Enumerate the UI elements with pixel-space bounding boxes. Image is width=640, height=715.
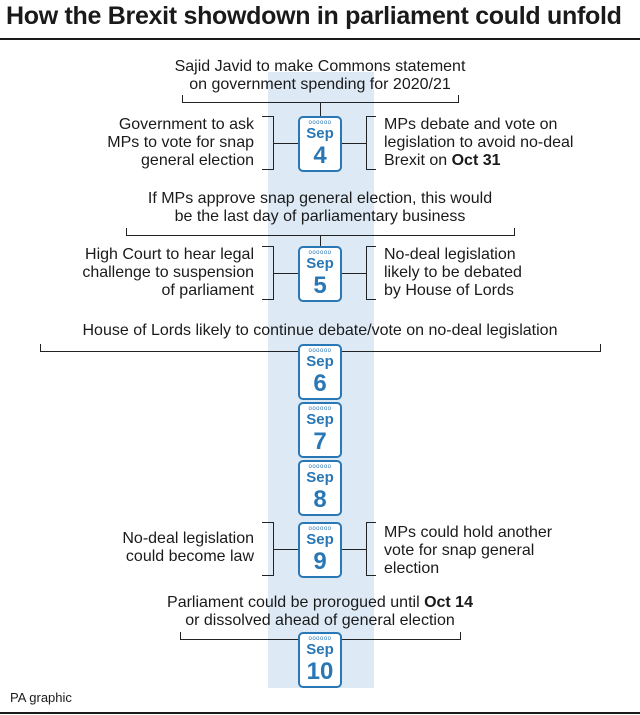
calendar-sep-9 bbox=[298, 522, 342, 578]
sep9-left-connector bbox=[274, 549, 298, 550]
bottom-divider bbox=[0, 712, 640, 714]
sep5-right-note bbox=[384, 246, 634, 300]
calendar-day: 6 bbox=[313, 370, 327, 397]
sep6-top-note bbox=[10, 322, 630, 340]
sep4-right-line-3 bbox=[384, 152, 634, 170]
sep4-left-bracket bbox=[262, 116, 274, 170]
calendar-rings: oooooo bbox=[308, 464, 332, 470]
calendar-month: Sep bbox=[306, 469, 334, 486]
calendar-sep-10 bbox=[298, 632, 342, 688]
title-divider bbox=[0, 38, 640, 40]
sep5-top-line-1: If MPs approve snap general election, this would bbox=[147, 190, 493, 207]
calendar-sep-7 bbox=[298, 402, 342, 458]
calendar-rings: oooooo bbox=[308, 348, 332, 354]
calendar-day: 4 bbox=[313, 142, 327, 169]
sep4-right-line-2: legislation to avoid no-deal bbox=[384, 134, 574, 151]
sep9-right-note bbox=[384, 524, 634, 578]
calendar-month: Sep bbox=[306, 255, 334, 272]
sep5-right-line-2: likely to be debated bbox=[384, 264, 522, 281]
calendar-rings: oooooo bbox=[308, 406, 332, 412]
sep10-top-bold-date: Oct 14 bbox=[424, 594, 473, 611]
sep5-right-line-3: by House of Lords bbox=[384, 282, 514, 299]
sep9-left-line-2: could become law bbox=[125, 548, 254, 565]
sep5-left-bracket bbox=[262, 246, 274, 300]
sep6-top-line-1: House of Lords likely to continue debate/vote on no-deal legislation bbox=[82, 322, 558, 339]
sep5-left-note bbox=[40, 246, 254, 300]
sep9-right-line-3: election bbox=[384, 560, 440, 577]
sep4-right-note bbox=[384, 116, 634, 170]
sep4-left-note bbox=[60, 116, 254, 170]
calendar-month: Sep bbox=[306, 125, 334, 142]
sep5-right-line-1: No-deal legislation bbox=[384, 246, 516, 263]
calendar-day: 9 bbox=[313, 548, 327, 575]
sep4-left-connector bbox=[274, 143, 298, 144]
page-title: How the Brexit showdown in parliament could unfold bbox=[6, 2, 622, 30]
sep4-right-line-3-text: Brexit on bbox=[384, 152, 452, 169]
sep5-left-line-2: challenge to suspension bbox=[82, 264, 254, 281]
sep10-top-bracket-right bbox=[460, 632, 461, 640]
sep5-right-connector bbox=[342, 273, 366, 274]
sep9-right-bracket bbox=[366, 522, 376, 576]
sep4-top-bracket-right bbox=[458, 95, 459, 103]
sep4-top-note bbox=[120, 58, 520, 94]
calendar-rings: oooooo bbox=[308, 120, 332, 126]
calendar-month: Sep bbox=[306, 641, 334, 658]
sep5-left-connector bbox=[274, 273, 298, 274]
sep4-right-bold-date: Oct 31 bbox=[451, 152, 501, 169]
sep5-top-bracket-right bbox=[514, 228, 515, 236]
calendar-sep-8 bbox=[298, 460, 342, 516]
sep4-right-bracket bbox=[366, 116, 376, 170]
calendar-day: 7 bbox=[313, 428, 327, 455]
calendar-month: Sep bbox=[306, 353, 334, 370]
sep4-left-line-1: Government to ask bbox=[118, 116, 254, 133]
calendar-day: 5 bbox=[313, 272, 327, 299]
calendar-rings: oooooo bbox=[308, 250, 332, 256]
sep9-right-connector bbox=[342, 549, 366, 550]
calendar-day: 8 bbox=[313, 486, 327, 513]
sep5-top-line-2: be the last day of parliamentary business bbox=[174, 208, 466, 225]
sep9-left-line-1: No-deal legislation bbox=[122, 530, 254, 547]
calendar-sep-5 bbox=[298, 246, 342, 302]
calendar-rings: oooooo bbox=[308, 526, 332, 532]
sep9-left-bracket bbox=[262, 522, 274, 576]
calendar-month: Sep bbox=[306, 531, 334, 548]
sep9-left-note bbox=[60, 530, 254, 566]
sep4-top-line-2: on government spending for 2020/21 bbox=[189, 76, 451, 93]
sep5-left-line-3: of parliament bbox=[161, 282, 254, 299]
sep4-left-line-2: MPs to vote for snap bbox=[107, 134, 254, 151]
credit-text: PA graphic bbox=[10, 690, 72, 705]
sep9-right-line-2: vote for snap general bbox=[384, 542, 535, 559]
calendar-sep-6 bbox=[298, 344, 342, 400]
sep4-left-line-3: general election bbox=[141, 152, 254, 169]
sep4-top-line-1: Sajid Javid to make Commons statement bbox=[174, 58, 466, 75]
sep9-right-line-1: MPs could hold another bbox=[384, 524, 553, 541]
sep10-top-line-2: or dissolved ahead of general election bbox=[185, 612, 455, 629]
sep10-top-line-1 bbox=[100, 594, 540, 612]
calendar-sep-4 bbox=[298, 116, 342, 172]
sep5-left-line-1: High Court to hear legal bbox=[85, 246, 254, 263]
calendar-day: 10 bbox=[306, 658, 334, 685]
sep10-top-line-1-text: Parliament could be prorogued until bbox=[167, 594, 425, 611]
sep6-top-bracket-right bbox=[600, 344, 601, 352]
sep5-top-note bbox=[80, 190, 560, 226]
sep4-right-line-1: MPs debate and vote on bbox=[384, 116, 558, 133]
sep4-top-connector bbox=[320, 102, 321, 116]
calendar-rings: oooooo bbox=[308, 636, 332, 642]
calendar-month: Sep bbox=[306, 411, 334, 428]
sep5-right-bracket bbox=[366, 246, 376, 300]
sep4-right-connector bbox=[342, 143, 366, 144]
sep10-top-note bbox=[100, 594, 540, 630]
